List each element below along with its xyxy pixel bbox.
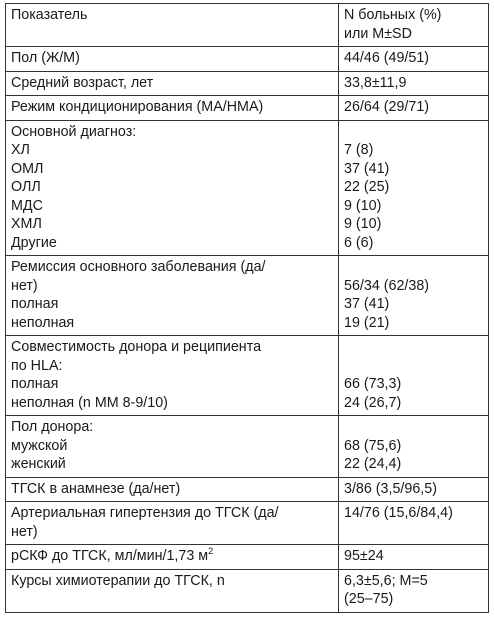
row-value: 44/46 (49/51) bbox=[339, 47, 489, 72]
table-row bbox=[6, 545, 489, 570]
row-label: Ремиссия основного заболевания (да/ нет) полная неполная bbox=[6, 256, 339, 336]
row-value: 33,8±11,9 bbox=[339, 71, 489, 96]
row-value: 14/76 (15,6/84,4) bbox=[339, 502, 489, 545]
table-header-row bbox=[6, 4, 489, 47]
header-n-patients: N больных (%) или M±SD bbox=[339, 4, 489, 47]
row-value: 7 (8) 37 (41) 22 (25) 9 (10) 9 (10) 6 (6) bbox=[339, 120, 489, 256]
table-row bbox=[6, 256, 489, 336]
row-label: Средний возраст, лет bbox=[6, 71, 339, 96]
table-row bbox=[6, 96, 489, 121]
patient-characteristics-table bbox=[5, 3, 489, 613]
table-row bbox=[6, 477, 489, 502]
row-label: Основной диагноз: ХЛ ОМЛ ОЛЛ МДС ХМЛ Другие bbox=[6, 120, 339, 256]
table-row bbox=[6, 336, 489, 416]
row-value: 56/34 (62/38) 37 (41) 19 (21) bbox=[339, 256, 489, 336]
row-label: Совместимость донора и реципиента по HLA: полная неполная (n MM 8-9/10) bbox=[6, 336, 339, 416]
table-row bbox=[6, 47, 489, 72]
row-value: 66 (73,3) 24 (26,7) bbox=[339, 336, 489, 416]
row-label-superscript: 2 bbox=[208, 546, 214, 557]
table-row bbox=[6, 416, 489, 478]
row-value: 26/64 (29/71) bbox=[339, 96, 489, 121]
table-row bbox=[6, 502, 489, 545]
row-value: 3/86 (3,5/96,5) bbox=[339, 477, 489, 502]
row-value: 95±24 bbox=[339, 545, 489, 570]
row-label: Режим кондиционирования (МА/НМА) bbox=[6, 96, 339, 121]
row-label: Пол (Ж/М) bbox=[6, 47, 339, 72]
row-label: Курсы химиотерапии до ТГСК, n bbox=[6, 569, 339, 612]
row-label: Пол донора: мужской женский bbox=[6, 416, 339, 478]
row-label-cell bbox=[6, 545, 339, 570]
row-label: рСКФ до ТГСК, мл/мин/1,73 м bbox=[11, 548, 209, 564]
table-row bbox=[6, 120, 489, 256]
row-label: Артериальная гипертензия до ТГСК (да/ нет) bbox=[6, 502, 339, 545]
header-indicator: Показатель bbox=[6, 4, 339, 47]
row-label: ТГСК в анамнезе (да/нет) bbox=[6, 477, 339, 502]
row-value: 68 (75,6) 22 (24,4) bbox=[339, 416, 489, 478]
table-row bbox=[6, 71, 489, 96]
row-value: 6,3±5,6; M=5 (25–75) bbox=[339, 569, 489, 612]
table-row bbox=[6, 569, 489, 612]
